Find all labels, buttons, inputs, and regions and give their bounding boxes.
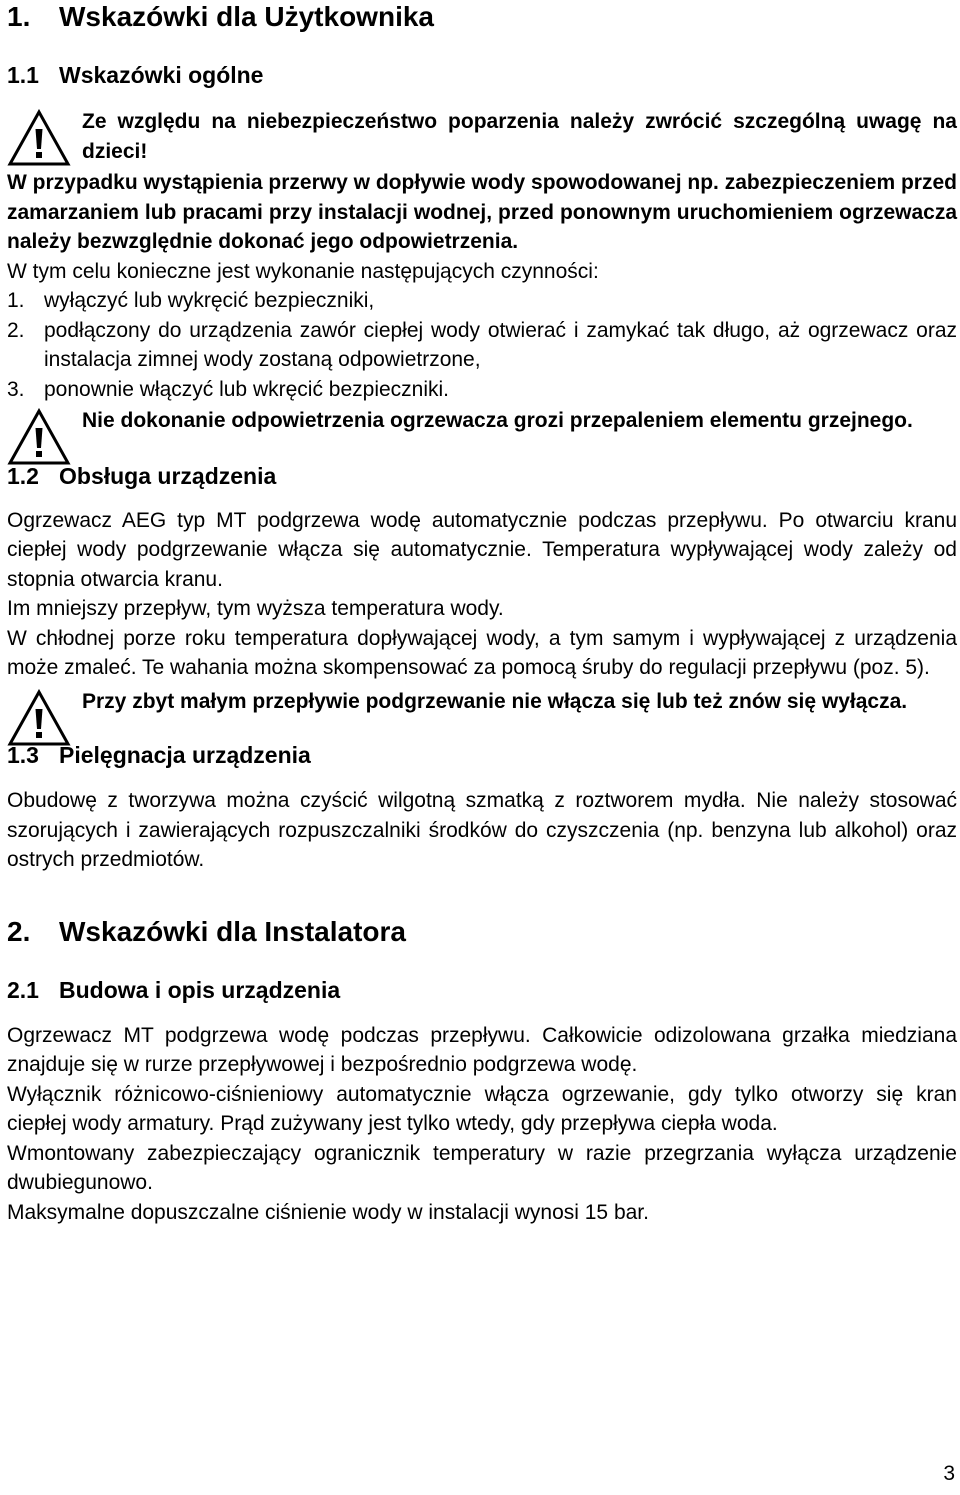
section-heading-2: 2. Wskazówki dla Instalatora [7, 915, 406, 947]
steps-intro: W tym celu konieczne jest wykonanie następujących czynności: [7, 259, 599, 283]
warning-block-venting: Nie dokonanie odpowietrzenia ogrzewacza grozi przepaleniem elementu grzejnego. [7, 406, 957, 436]
warning-block-low-flow: Przy zbyt małym przepływie podgrzewanie nie włącza się lub też znów się wyłącza. [7, 687, 957, 717]
design-paragraph-3: Wmontowany zabezpieczający ogranicznik temperatury w razie przegrzania wyłącza urządzenie dwubiegunowo. [7, 1141, 957, 1194]
warning-triangle-icon [7, 408, 71, 466]
subsection-heading-1-3: 1.3 Pielęgnacja urządzenia [7, 742, 311, 768]
steps-list [7, 286, 957, 404]
page-number: 3 [943, 1462, 955, 1485]
warning-triangle-icon [7, 689, 71, 747]
water-interruption-paragraph: W przypadku wystąpienia przerwy w dopływie wody spowodowanej np. zabezpieczeniem przed zamarzaniem lub pracami przy instalacji wodnej, przed ponownym uruchomieniem ogrzewacza należy bezwzględnie dokonać jego odpowietrzenia. [7, 171, 957, 253]
section-heading-1: 1. Wskazówki dla Użytkownika [7, 1, 434, 32]
subsection-heading-1-2: 1.2 Obsługa urządzenia [7, 462, 277, 489]
design-paragraph-4: Maksymalne dopuszczalne ciśnienie wody w instalacji wynosi 15 bar. [7, 1200, 649, 1224]
subsection-heading-2-1: 2.1 Budowa i opis urządzenia [7, 976, 341, 1003]
warning-block-burn: Ze względu na niebezpieczeństwo poparzenia należy zwrócić szczególną uwagę na dzieci! [7, 107, 957, 166]
care-paragraph: Obudowę z tworzywa można czyścić wilgotną szmatką z roztworem mydła. Nie należy stosować szorujących i zawierających rozpuszczalniki środków do czyszczenia (np. benzyna lub alkohol) oraz ostrych przedmiotów. [7, 789, 957, 871]
design-paragraph-1: Ogrzewacz MT podgrzewa wodę podczas przepływu. Całkowicie odizolowana grzałka miedziana znajduje się w rurze przepływowej i bezpośrednio podgrzewa wodę. [7, 1023, 957, 1076]
operation-paragraph-1: Ogrzewacz AEG typ MT podgrzewa wodę automatycznie podczas przepływu. Po otwarciu kranu ciepłej wody podgrzewanie włącza się automatycznie. Temperatura wypływającej wody zależy od stopnia otwarcia kranu. [7, 508, 957, 591]
operation-paragraph-3: W chłodnej porze roku temperatura dopływającej wody, a tym samym i wypływającej z urządzenia może zmaleć. Te wahania można skompensować za pomocą śruby do regulacji przepływu (poz. 5). [7, 626, 957, 679]
subsection-heading-1-1: 1.1 Wskazówki ogólne [7, 62, 264, 88]
list-item: 2. podłączony do urządzenia zawór ciepłej wody otwierać i zamykać tak długo, aż ogrzewacz oraz instalacja zimnej wody zostaną odpowietrzone, [7, 318, 957, 371]
document-page [7, 0, 957, 1227]
operation-paragraph-2: Im mniejszy przepływ, tym wyższa temperatura wody. [7, 597, 504, 620]
list-item: 1. wyłączyć lub wykręcić bezpieczniki, [7, 289, 375, 312]
warning-triangle-icon [7, 109, 71, 167]
design-paragraph-2: Wyłącznik różnicowo-ciśnieniowy automatycznie włącza ogrzewanie, gdy tylko otworzy się kran ciepłej wody armatury. Prąd zużywany jest tylko wtedy, gdy przepływa ciepła woda. [7, 1082, 957, 1135]
list-item: 3. ponownie włączyć lub wkręcić bezpieczniki. [7, 377, 450, 401]
